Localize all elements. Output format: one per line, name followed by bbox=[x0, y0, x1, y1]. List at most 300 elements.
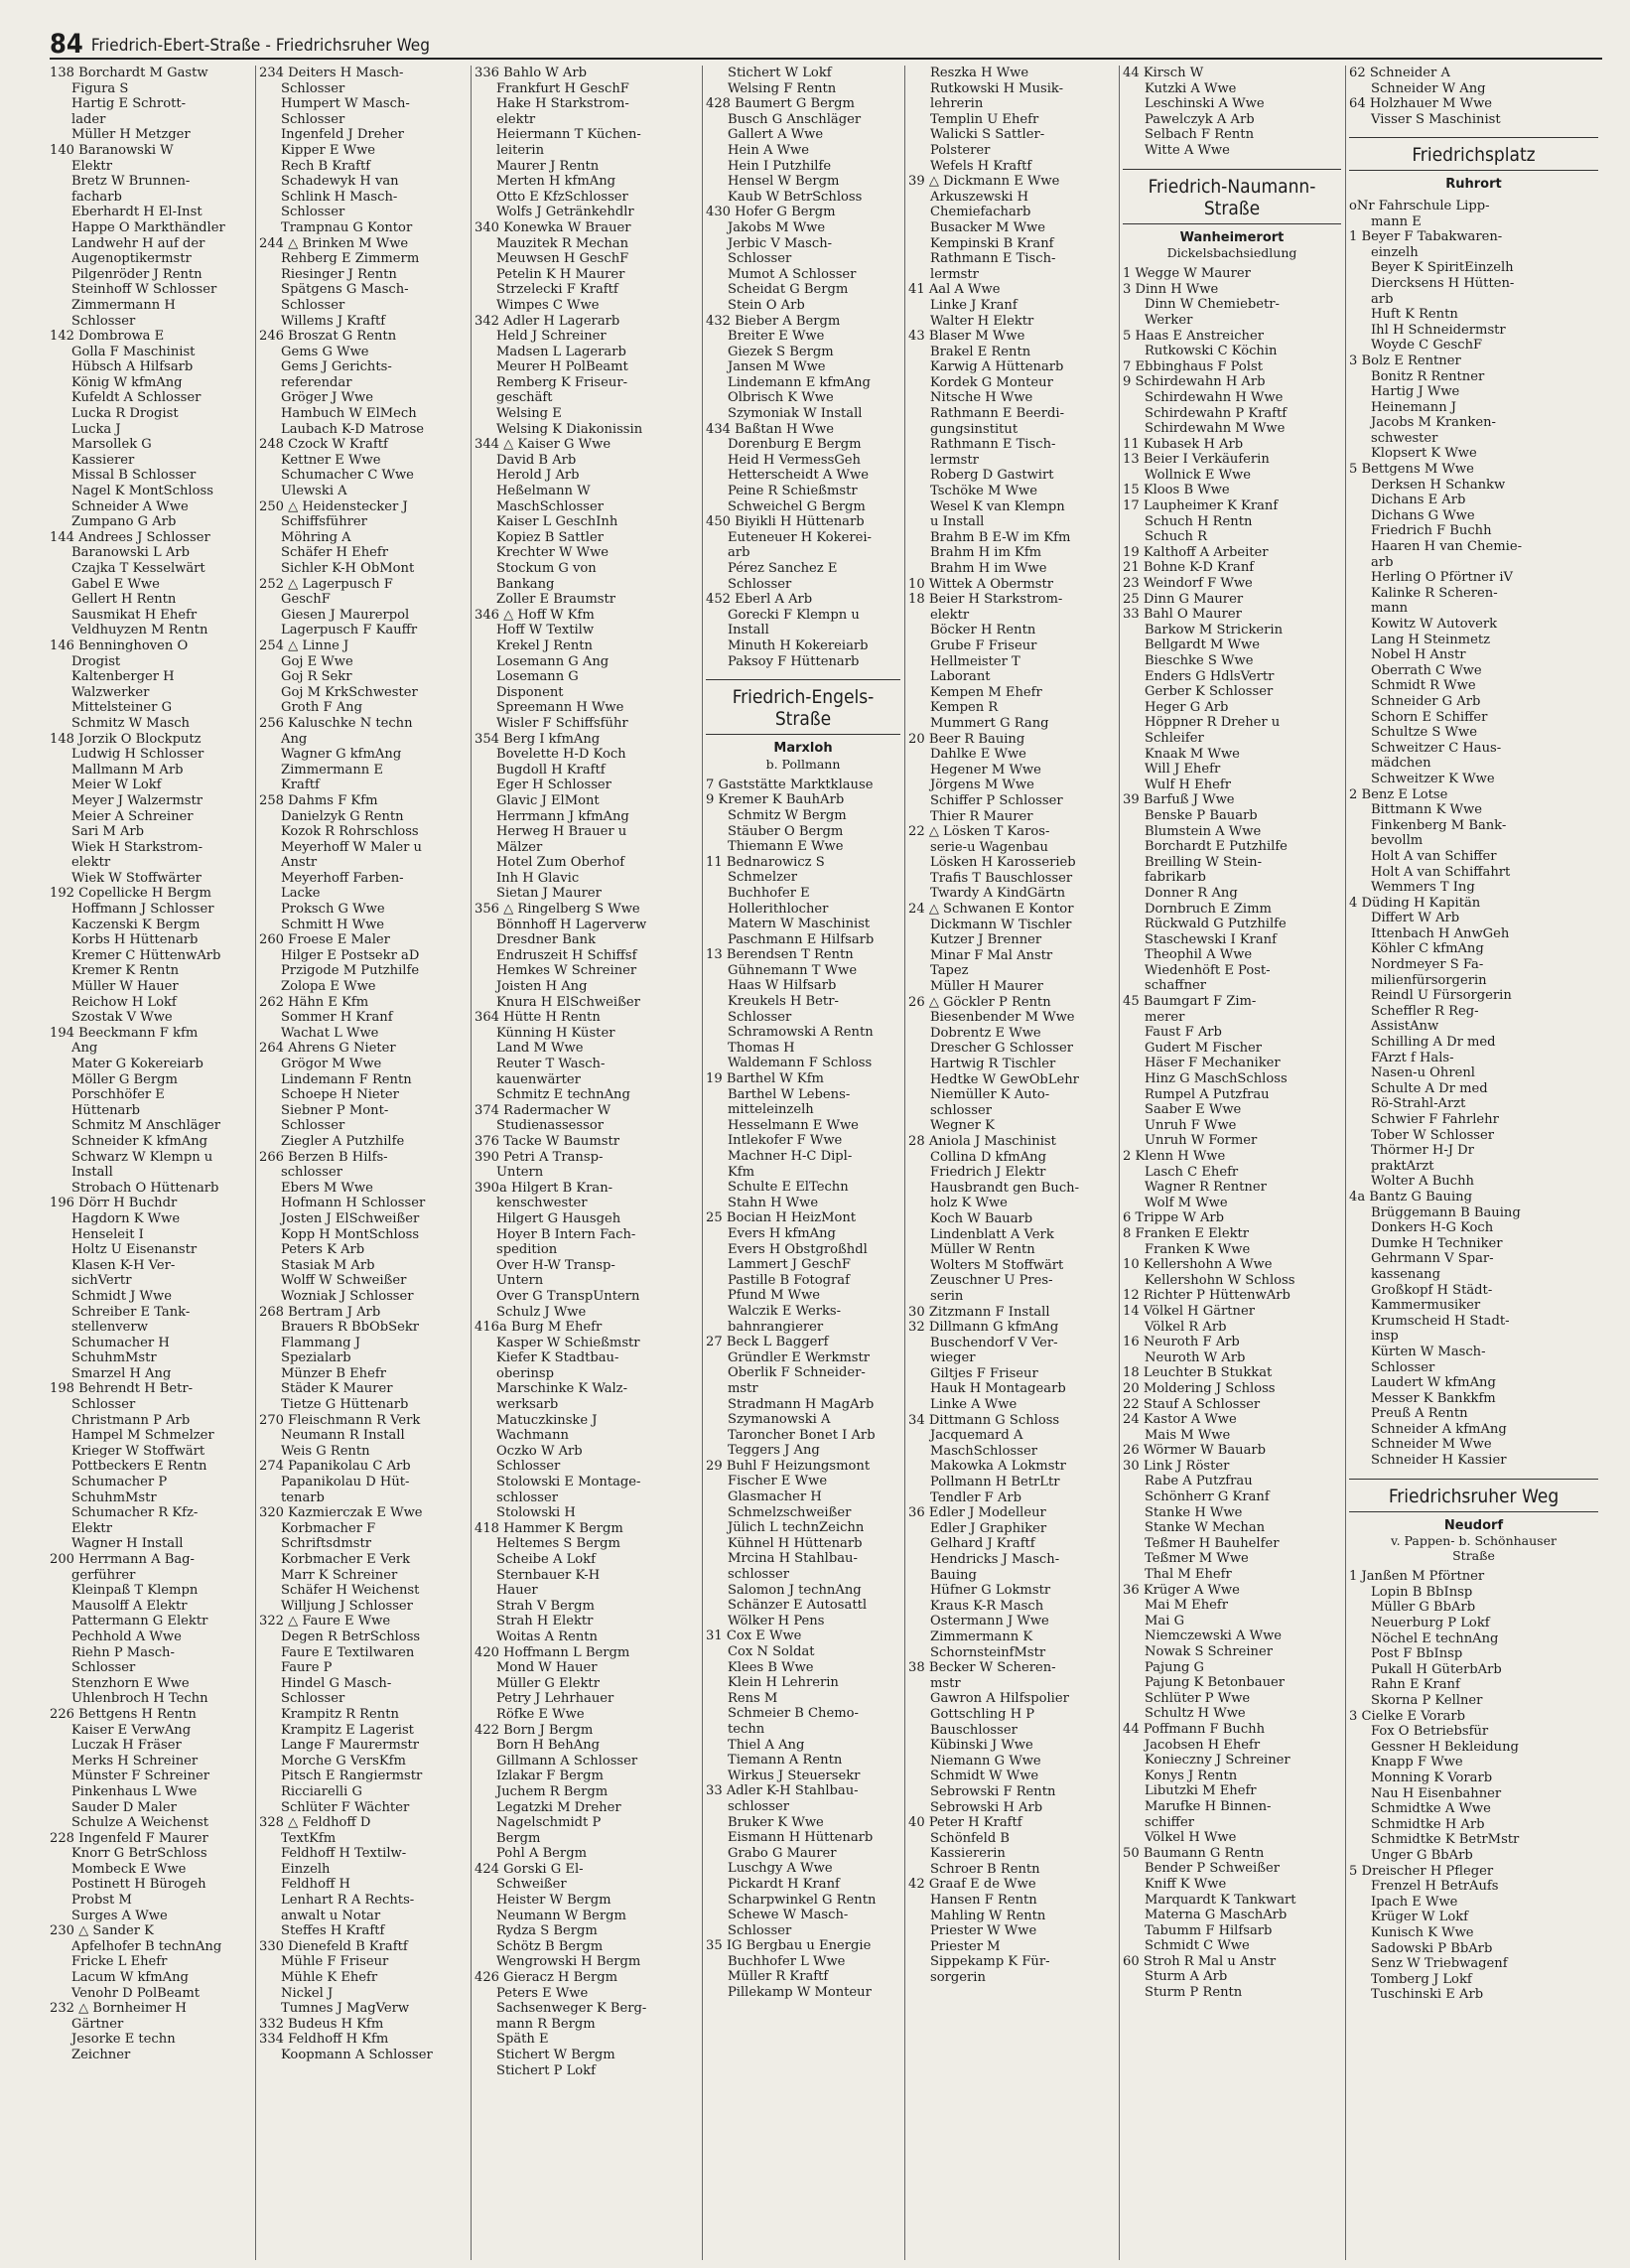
entry-continuation: Josten J ElSchweißer bbox=[281, 1210, 420, 1226]
entry-continuation: Trafis T Bauschlosser bbox=[930, 870, 1073, 886]
entry-continuation: Schmidt R Wwe bbox=[1371, 678, 1476, 694]
entry-continuation: Hinz G MaschSchloss bbox=[1145, 1071, 1288, 1087]
entry-line: 28 Aniola J Maschinist bbox=[908, 1133, 1056, 1149]
entry-continuation: Post F BbInsp bbox=[1371, 1646, 1463, 1662]
entry-continuation: Wachmann bbox=[496, 1428, 569, 1444]
entry-continuation: Buchhofer L Wwe bbox=[728, 1953, 846, 1969]
entry-continuation: Rabe A Putzfrau bbox=[1145, 1474, 1253, 1489]
entry-continuation: Hollerithlocher bbox=[728, 901, 829, 917]
entry-line: 45 Baumgart F Zim- bbox=[1123, 994, 1257, 1010]
entry-continuation: Schneider A kfmAng bbox=[1371, 1421, 1507, 1437]
entry-continuation: Brüggemann B Bauing bbox=[1371, 1205, 1521, 1220]
entry-continuation: Bender P Schweißer bbox=[1145, 1861, 1280, 1877]
entry-line: 43 Blaser M Wwe bbox=[908, 329, 1025, 345]
entry-continuation: Giesen J Maurerpol bbox=[281, 607, 410, 623]
entry-continuation: Neuroth W Arb bbox=[1145, 1349, 1246, 1365]
street-name: Friedrich-Naumann-Straße bbox=[1148, 175, 1316, 219]
entry-continuation: stellenverw bbox=[71, 1320, 148, 1336]
entry-continuation: Schleifer bbox=[1145, 730, 1204, 746]
entry-continuation: Möller G Bergm bbox=[71, 1071, 178, 1087]
entry-continuation: Walter H Elektr bbox=[930, 313, 1034, 329]
entry-continuation: Heltemes S Bergm bbox=[496, 1536, 620, 1552]
entry-line: 36 Edler J Modelleur bbox=[908, 1505, 1046, 1521]
entry-continuation: Stanke H Wwe bbox=[1145, 1504, 1243, 1520]
entry-continuation: Jacobs M Kranken- bbox=[1371, 415, 1496, 431]
entry-continuation: Baranowski L Arb bbox=[71, 545, 190, 561]
entry-continuation: bevollm bbox=[1371, 833, 1424, 849]
entry-continuation: schwester bbox=[1371, 430, 1438, 446]
entry-line: 194 Beeckmann F kfm bbox=[50, 1025, 199, 1041]
entry-continuation: Riesinger J Rentn bbox=[281, 266, 397, 282]
entry-continuation: Disponent bbox=[496, 684, 564, 700]
entry-continuation: mitteleinzelh bbox=[728, 1102, 814, 1118]
entry-continuation: Hein I Putzhilfe bbox=[728, 158, 832, 174]
entry-continuation: Mater G Kokereiarb bbox=[71, 1057, 204, 1071]
entry-continuation: Inh H Glavic bbox=[496, 870, 580, 886]
entry-continuation: Werker bbox=[1145, 312, 1193, 328]
entry-continuation: Schlosser bbox=[1371, 1359, 1435, 1375]
entry-continuation: Hilger E Postsekr aD bbox=[281, 947, 420, 963]
street-range-note: Dickelsbachsiedlung bbox=[1166, 245, 1297, 261]
entry-continuation: Mallmann M Arb bbox=[71, 762, 184, 778]
entry-continuation: Giltjes F Friseur bbox=[930, 1365, 1038, 1381]
entry-continuation: Bönnhoff H Lagerverw bbox=[496, 917, 647, 932]
entry-continuation: Stichert W Bergm bbox=[496, 2048, 615, 2062]
entry-continuation: Rückwald G Putzhilfe bbox=[1145, 917, 1287, 932]
entry-continuation: Brakel E Rentn bbox=[930, 344, 1031, 359]
entry-continuation: Korbmacher F bbox=[281, 1520, 376, 1536]
entry-line: 33 Adler K-H Stahlbau- bbox=[706, 1783, 859, 1799]
entry-continuation: Christmann P Arb bbox=[71, 1412, 191, 1428]
entry-continuation: merer bbox=[1145, 1009, 1185, 1025]
entry-continuation: oberinsp bbox=[496, 1365, 554, 1381]
entry-continuation: Schmidt J Wwe bbox=[71, 1288, 172, 1304]
entry-line: 262 Hähn E Kfm bbox=[259, 994, 369, 1010]
entry-continuation: Zimmermann H bbox=[71, 297, 176, 313]
entry-continuation: Jacobsen H Ehefr bbox=[1145, 1737, 1261, 1753]
entry-line: 42 Graaf E de Wwe bbox=[908, 1877, 1036, 1893]
entry-continuation: Leschinski A Wwe bbox=[1145, 96, 1265, 112]
entry-continuation: Peine R Schießmstr bbox=[728, 484, 858, 499]
entry-line: 39 △ Dickmann E Wwe bbox=[908, 174, 1060, 190]
entry-continuation: Oberrath C Wwe bbox=[1371, 662, 1482, 678]
entry-continuation: Hotel Zum Oberhof bbox=[496, 855, 625, 871]
entry-continuation: Hake H Starkstrom- bbox=[496, 96, 629, 112]
entry-continuation: Hetterscheidt A Wwe bbox=[728, 468, 869, 484]
entry-continuation: Tschöke M Wwe bbox=[930, 484, 1037, 499]
entry-line: 428 Baumert G Bergm bbox=[706, 96, 855, 112]
entry-continuation: Pilgenröder J Rentn bbox=[71, 266, 203, 282]
entry-continuation: Sauder D Maler bbox=[71, 1799, 177, 1815]
entry-continuation: Lindenblatt A Verk bbox=[930, 1226, 1054, 1242]
entry-continuation: Sturm P Rentn bbox=[1145, 1985, 1243, 2001]
entry-continuation: Gallert A Wwe bbox=[728, 127, 824, 143]
entry-continuation: Kaiser E VerwAng bbox=[71, 1722, 192, 1738]
entry-continuation: Busch G Anschläger bbox=[728, 111, 862, 127]
entry-continuation: Dresdner Bank bbox=[496, 932, 597, 948]
entry-line: 376 Tacke W Baumstr bbox=[475, 1133, 619, 1149]
entry-continuation: Thiel A Ang bbox=[728, 1737, 805, 1753]
entry-continuation: Rech B Kraftf bbox=[281, 158, 371, 174]
entry-continuation: Tendler F Arb bbox=[930, 1489, 1021, 1505]
entry-continuation: Schneider H Kassier bbox=[1371, 1453, 1507, 1469]
entry-line: 1 Beyer F Tabakwaren- bbox=[1349, 229, 1503, 245]
entry-continuation: Kreukels H Betr- bbox=[728, 994, 839, 1010]
entry-continuation: Franken K Wwe bbox=[1145, 1241, 1251, 1257]
entry-continuation: Gühnemann T Wwe bbox=[728, 962, 858, 978]
entry-continuation: Dickmann W Tischler bbox=[930, 917, 1072, 932]
entry-continuation: arb bbox=[1371, 554, 1394, 570]
entry-continuation: Lucka R Drogist bbox=[71, 406, 179, 422]
entry-continuation: Knura H ElSchweißer bbox=[496, 994, 640, 1010]
entry-line: 230 △ Sander K bbox=[50, 1923, 154, 1939]
entry-line: 7 Ebbinghaus F Polst bbox=[1123, 358, 1263, 374]
entry-continuation: Hindel G Masch- bbox=[281, 1675, 392, 1691]
entry-line: 13 Beier I Verkäuferin bbox=[1123, 452, 1270, 468]
entry-continuation: Völkel R Arb bbox=[1145, 1319, 1227, 1335]
entry-continuation: Welsing F Rentn bbox=[728, 80, 837, 96]
entry-continuation: Fox O Betriebsfür bbox=[1371, 1724, 1489, 1740]
entry-continuation: Teggers J Ang bbox=[728, 1443, 820, 1459]
entry-continuation: Makowka A Lokmstr bbox=[930, 1459, 1066, 1475]
entry-continuation: Probst M bbox=[71, 1893, 132, 1909]
entry-continuation: Kozok R Rohrschloss bbox=[281, 824, 419, 840]
entry-continuation: Hein A Wwe bbox=[728, 142, 809, 158]
entry-continuation: Meier W Lokf bbox=[71, 778, 162, 793]
entry-continuation: Hambuch W ElMech bbox=[281, 406, 417, 422]
entry-continuation: Schlosser bbox=[281, 205, 345, 220]
entry-continuation: Scharpwinkel G Rentn bbox=[728, 1892, 877, 1908]
entry-continuation: Lucka J bbox=[71, 421, 121, 437]
entry-continuation: Schmidtke K BetrMstr bbox=[1371, 1832, 1520, 1848]
entry-continuation: Dinn W Chemiebetr- bbox=[1145, 297, 1280, 313]
entry-line: 344 △ Kaiser G Wwe bbox=[475, 437, 611, 453]
entry-continuation: Höppner R Dreher u bbox=[1145, 715, 1281, 731]
entry-continuation: Bellgardt M Wwe bbox=[1145, 638, 1260, 653]
entry-continuation: Rahn E Kranf bbox=[1371, 1677, 1460, 1693]
entry-continuation: Häser F Mechaniker bbox=[1145, 1056, 1281, 1071]
entry-continuation: Sippekamp K Für- bbox=[930, 1954, 1050, 1970]
entry-continuation: Neuerburg P Lokf bbox=[1371, 1616, 1490, 1631]
entry-continuation: Oberlik F Schneider- bbox=[728, 1365, 866, 1381]
entry-continuation: Kraftf bbox=[281, 778, 320, 793]
entry-line: 200 Herrmann A Bag- bbox=[50, 1552, 195, 1567]
entry-continuation: Haaren H van Chemie- bbox=[1371, 539, 1522, 555]
entry-continuation: Müller H Metzger bbox=[71, 127, 191, 143]
entry-line: 432 Bieber A Bergm bbox=[706, 313, 841, 329]
entry-continuation: Reichow H Lokf bbox=[71, 994, 177, 1010]
entry-continuation: Mühle F Friseur bbox=[281, 1954, 389, 1970]
entry-continuation: wieger bbox=[930, 1350, 976, 1366]
entry-continuation: Stanke W Mechan bbox=[1145, 1520, 1266, 1536]
entry-continuation: Herling O Pförtner iV bbox=[1371, 570, 1513, 586]
entry-line: 254 △ Linne J bbox=[259, 638, 349, 653]
entry-continuation: Bruker K Wwe bbox=[728, 1814, 824, 1830]
entry-continuation: Gillmann A Schlosser bbox=[496, 1753, 638, 1769]
entry-continuation: Wagner R Rentner bbox=[1145, 1180, 1267, 1196]
entry-continuation: Ricciarelli G bbox=[281, 1783, 362, 1799]
entry-continuation: Pickardt H Kranf bbox=[728, 1876, 840, 1892]
entry-continuation: Kufeldt A Schlosser bbox=[71, 390, 202, 406]
entry-continuation: Schmidtke A Wwe bbox=[1371, 1801, 1491, 1817]
entry-continuation: Mais M Wwe bbox=[1145, 1427, 1231, 1443]
entry-continuation: Pohl A Bergm bbox=[496, 1846, 587, 1862]
entry-continuation: Hagdorn K Wwe bbox=[71, 1210, 181, 1226]
entry-continuation: Untern bbox=[496, 1165, 544, 1181]
entry-continuation: Wollnick E Wwe bbox=[1145, 467, 1252, 483]
entry-line: 10 Wittek A Obermstr bbox=[908, 576, 1054, 592]
entry-continuation: Preuß A Rentn bbox=[1371, 1406, 1468, 1422]
entry-continuation: Thiemann E Wwe bbox=[728, 839, 844, 855]
entry-continuation: Sadowski P BbArb bbox=[1371, 1940, 1493, 1956]
entry-continuation: Roberg D Gastwirt bbox=[930, 468, 1054, 484]
entry-continuation: Köhler C kfmAng bbox=[1371, 941, 1484, 957]
entry-continuation: Schoepe H Nieter bbox=[281, 1087, 399, 1103]
entry-continuation: Sebrowski H Arb bbox=[930, 1799, 1043, 1815]
entry-continuation: Witte A Wwe bbox=[1145, 142, 1230, 158]
entry-continuation: Schweitzer C Haus- bbox=[1371, 740, 1502, 756]
entry-continuation: Schlosser bbox=[71, 313, 136, 329]
entry-continuation: Klasen K-H Ver- bbox=[71, 1257, 176, 1273]
entry-continuation: Tuschinski E Arb bbox=[1371, 1987, 1484, 2003]
entry-continuation: Sietan J Maurer bbox=[496, 886, 602, 902]
entry-continuation: Wisler F Schiffsführ bbox=[496, 715, 628, 731]
entry-continuation: Krüger W Lokf bbox=[1371, 1910, 1469, 1925]
entry-continuation: Schlüter P Wwe bbox=[1145, 1690, 1251, 1706]
entry-continuation: arb bbox=[728, 545, 750, 561]
column-6 bbox=[1119, 66, 1345, 2260]
entry-continuation: Lacum W kfmAng bbox=[71, 1970, 189, 1986]
entry-line: 422 Born J Bergm bbox=[475, 1722, 594, 1738]
entry-continuation: Bieschke S Wwe bbox=[1145, 653, 1254, 668]
entry-line: 10 Kellershohn A Wwe bbox=[1123, 1257, 1273, 1273]
entry-continuation: Willems J Kraftf bbox=[281, 313, 386, 329]
entry-continuation: Ihl H Schneidermstr bbox=[1371, 322, 1506, 338]
entry-continuation: Marufke H Binnen- bbox=[1145, 1798, 1272, 1814]
entry-continuation: Schlosser bbox=[496, 1459, 561, 1475]
entry-continuation: Uhlenbroch H Techn bbox=[71, 1691, 208, 1707]
entry-continuation: Friedrich F Buchh bbox=[1371, 523, 1492, 539]
entry-continuation: Schmidt C Wwe bbox=[1145, 1938, 1250, 1954]
entry-continuation: Hensel W Bergm bbox=[728, 174, 840, 190]
entry-continuation: Messer K Bankkfm bbox=[1371, 1390, 1496, 1406]
district-name: Marxloh bbox=[773, 741, 833, 757]
entry-continuation: Pastille B Fotograf bbox=[728, 1272, 850, 1288]
entry-continuation: GeschF bbox=[281, 592, 331, 608]
entry-line: 15 Kloos B Wwe bbox=[1123, 483, 1230, 498]
entry-continuation: AssistAnw bbox=[1371, 1019, 1439, 1035]
entry-continuation: Borchardt E Putzhilfe bbox=[1145, 839, 1288, 855]
entry-continuation: Zeichner bbox=[71, 2048, 131, 2062]
entry-continuation: Anstr bbox=[281, 855, 318, 871]
entry-continuation: Edler J Graphiker bbox=[930, 1520, 1047, 1536]
entry-continuation: Krechter W Wwe bbox=[496, 545, 610, 561]
column-7 bbox=[1345, 66, 1602, 2260]
entry-continuation: Korbmacher E Verk bbox=[281, 1552, 411, 1567]
entry-continuation: schaffner bbox=[1145, 978, 1207, 994]
entry-continuation: Nordmeyer S Fa- bbox=[1371, 957, 1484, 973]
entry-continuation: Welsing E bbox=[496, 406, 562, 422]
entry-continuation: Differt W Arb bbox=[1371, 911, 1460, 926]
entry-continuation: Jesorke E techn bbox=[71, 2032, 176, 2048]
entry-continuation: Müller H Maurer bbox=[930, 979, 1043, 995]
entry-continuation: Wagner H Install bbox=[71, 1536, 184, 1552]
entry-continuation: Schramowski A Rentn bbox=[728, 1025, 874, 1041]
entry-continuation: Otto E KfzSchlosser bbox=[496, 189, 628, 205]
entry-continuation: Surges A Wwe bbox=[71, 1908, 168, 1923]
entry-continuation: Kassierer bbox=[71, 452, 135, 468]
entry-continuation: Wirkus J Steuersekr bbox=[728, 1768, 861, 1783]
entry-continuation: Friedrich J Elektr bbox=[930, 1165, 1046, 1181]
entry-line: 19 Kalthoff A Arbeiter bbox=[1123, 544, 1269, 560]
entry-continuation: Wiek H Starkstrom- bbox=[71, 839, 204, 855]
entry-line: 252 △ Lagerpusch F bbox=[259, 576, 393, 592]
entry-continuation: Marschinke K Walz- bbox=[496, 1381, 628, 1397]
entry-continuation: Neumann W Bergm bbox=[496, 1908, 626, 1923]
entry-continuation: Niemann G Wwe bbox=[930, 1753, 1041, 1769]
entry-continuation: Wachat L Wwe bbox=[281, 1025, 379, 1041]
entry-continuation: Nöchel E technAng bbox=[1371, 1630, 1499, 1646]
entry-line: 3 Dinn H Wwe bbox=[1123, 281, 1219, 297]
entry-continuation: Monning K Vorarb bbox=[1371, 1770, 1493, 1785]
entry-continuation: Nitsche H Wwe bbox=[930, 390, 1033, 406]
entry-continuation: Ang bbox=[281, 731, 308, 747]
entry-continuation: SchuhmMstr bbox=[71, 1489, 157, 1505]
entry-continuation: Finkenberg M Bank- bbox=[1371, 817, 1507, 833]
entry-continuation: Maurer J Rentn bbox=[496, 158, 600, 174]
entry-line: 452 Eberl A Arb bbox=[706, 592, 813, 608]
entry-continuation: Heister W Bergm bbox=[496, 1893, 611, 1909]
entry-continuation: Goj M KrkSchwester bbox=[281, 684, 418, 700]
entry-continuation: Schlosser bbox=[281, 297, 345, 313]
entry-line: 23 Weindorf F Wwe bbox=[1123, 576, 1253, 592]
entry-continuation: Wolf M Wwe bbox=[1145, 1195, 1228, 1210]
entry-continuation: Schlosser bbox=[71, 1660, 136, 1676]
entry-continuation: Kutzer J Brenner bbox=[930, 932, 1042, 948]
entry-line: 20 Beer R Bauing bbox=[908, 731, 1025, 747]
entry-continuation: Holt A van Schiffahrt bbox=[1371, 864, 1511, 880]
entry-continuation: u Install bbox=[930, 514, 985, 530]
entry-continuation: elektr bbox=[496, 111, 536, 127]
entry-continuation: Schmelzer bbox=[728, 870, 797, 886]
street-name: Friedrichsplatz bbox=[1412, 144, 1536, 167]
entry-continuation: Woitas A Rentn bbox=[496, 1629, 598, 1644]
page-title: Friedrich-Ebert-Straße - Friedrichsruher Weg bbox=[90, 36, 431, 56]
entry-continuation: Bittmann K Wwe bbox=[1371, 802, 1482, 818]
entry-line: 12 Richter P HüttenwArb bbox=[1123, 1288, 1290, 1304]
entry-continuation: Schultz H Wwe bbox=[1145, 1706, 1246, 1722]
entry-continuation: Rehberg E Zimmerm bbox=[281, 251, 420, 267]
entry-line: 450 Biyikli H Hüttenarb bbox=[706, 514, 865, 530]
entry-continuation: Petry J Lehrhauer bbox=[496, 1691, 614, 1707]
entry-continuation: Scheidat G Bergm bbox=[728, 282, 849, 298]
entry-continuation: Rutkowski C Köchin bbox=[1145, 344, 1278, 359]
entry-continuation: Knapp F Wwe bbox=[1371, 1755, 1463, 1771]
entry-continuation: Theophil A Wwe bbox=[1145, 947, 1253, 963]
entry-line: 8 Franken E Elektr bbox=[1123, 1225, 1250, 1241]
entry-continuation: mann E bbox=[1371, 213, 1422, 229]
entry-continuation: Thomas H bbox=[728, 1040, 795, 1056]
entry-continuation: Tomberg J Lokf bbox=[1371, 1971, 1472, 1987]
entry-continuation: Mahling W Rentn bbox=[930, 1908, 1046, 1923]
entry-line: 40 Peter H Kraftf bbox=[908, 1815, 1022, 1831]
entry-continuation: Schilling A Dr med bbox=[1371, 1035, 1496, 1051]
entry-continuation: Merten H kfmAng bbox=[496, 174, 616, 190]
column-1 bbox=[50, 66, 255, 2260]
entry-continuation: Wagner G kfmAng bbox=[281, 747, 402, 763]
entry-continuation: Donner R Ang bbox=[1145, 885, 1238, 901]
entry-line: 34 Dittmann G Schloss bbox=[908, 1412, 1060, 1428]
entry-continuation: Sternbauer K-H bbox=[496, 1567, 601, 1583]
entry-line: 226 Bettgens H Rentn bbox=[50, 1706, 197, 1722]
entry-line: 142 Dombrowa E bbox=[50, 329, 165, 345]
entry-continuation: Senz W Triebwagenf bbox=[1371, 1956, 1508, 1972]
entry-continuation: Polsterer bbox=[930, 142, 991, 158]
entry-continuation: Thal M Ehefr bbox=[1145, 1567, 1232, 1583]
entry-continuation: Einzelh bbox=[281, 1861, 331, 1877]
entry-continuation: Hüttenarb bbox=[71, 1102, 141, 1118]
entry-continuation: Czajka T Kesselwärt bbox=[71, 561, 205, 576]
entry-line: 342 Adler H Lagerarb bbox=[475, 313, 620, 329]
entry-continuation: Elektr bbox=[71, 1520, 112, 1536]
entry-continuation: lader bbox=[71, 111, 106, 127]
entry-continuation: Heid H VermessGeh bbox=[728, 452, 861, 468]
entry-continuation: Fricke L Ehefr bbox=[71, 1954, 168, 1970]
entry-continuation: Kaczenski K Bergm bbox=[71, 917, 201, 932]
entry-line: 256 Kaluschke N techn bbox=[259, 715, 413, 731]
entry-continuation: Ulewski A bbox=[281, 484, 347, 499]
entry-continuation: Lacke bbox=[281, 886, 321, 902]
entry-continuation: Lindemann F Rentn bbox=[281, 1071, 412, 1087]
entry-continuation: Dahlke E Wwe bbox=[930, 747, 1026, 763]
entry-continuation: Hauk H Montagearb bbox=[930, 1381, 1066, 1397]
entry-line: 18 Beier H Starkstrom- bbox=[908, 592, 1063, 608]
entry-line: 248 Czock W Kraftf bbox=[259, 437, 388, 453]
entry-continuation: Holtz U Eisenanstr bbox=[71, 1242, 198, 1258]
entry-line: 234 Deiters H Masch- bbox=[259, 66, 404, 80]
entry-continuation: Merks H Schreiner bbox=[71, 1753, 199, 1769]
entry-continuation: Zeuschner U Pres- bbox=[930, 1273, 1053, 1289]
entry-continuation: Krieger W Stoffwärt bbox=[71, 1443, 205, 1459]
entry-line: 35 IG Bergbau u Energie bbox=[706, 1938, 872, 1954]
entry-continuation: Schweichel G Bergm bbox=[728, 498, 866, 514]
entry-continuation: Minar F Mal Anstr bbox=[930, 947, 1053, 963]
entry-continuation: Mond W Hauer bbox=[496, 1660, 598, 1676]
entry-continuation: Künning H Küster bbox=[496, 1025, 615, 1041]
entry-continuation: Schewe W Masch- bbox=[728, 1908, 849, 1923]
entry-continuation: Heiermann T Küchen- bbox=[496, 127, 641, 143]
entry-continuation: Barkow M Strickerin bbox=[1145, 622, 1284, 638]
entry-continuation: Lenhart R A Rechts- bbox=[281, 1893, 415, 1909]
entry-continuation: Linke A Wwe bbox=[930, 1397, 1018, 1413]
entry-continuation: Zimmermann K bbox=[930, 1629, 1033, 1644]
entry-continuation: Schäfer H Ehefr bbox=[281, 545, 388, 561]
entry-continuation: Marquardt K Tankwart bbox=[1145, 1892, 1296, 1908]
entry-continuation: Gelhard J Kraftf bbox=[930, 1536, 1035, 1552]
entry-continuation: Müller R Kraftf bbox=[728, 1969, 829, 1985]
entry-continuation: Heßelmann W bbox=[496, 484, 591, 499]
entry-continuation: Schumacher R Kfz- bbox=[71, 1505, 199, 1521]
entry-continuation: mstr bbox=[930, 1675, 961, 1691]
entry-continuation: Eger H Schlosser bbox=[496, 778, 611, 793]
entry-line: 232 △ Bornheimer H bbox=[50, 2001, 187, 2017]
entry-continuation: Trampnau G Kontor bbox=[281, 219, 413, 235]
entry-continuation: Tietze G Hüttenarb bbox=[281, 1397, 409, 1413]
entry-continuation: Walzwerker bbox=[71, 684, 150, 700]
entry-continuation: schlosser bbox=[281, 1165, 343, 1181]
entry-continuation: sorgerin bbox=[930, 1970, 986, 1986]
entry-continuation: Möhring A bbox=[281, 529, 351, 545]
